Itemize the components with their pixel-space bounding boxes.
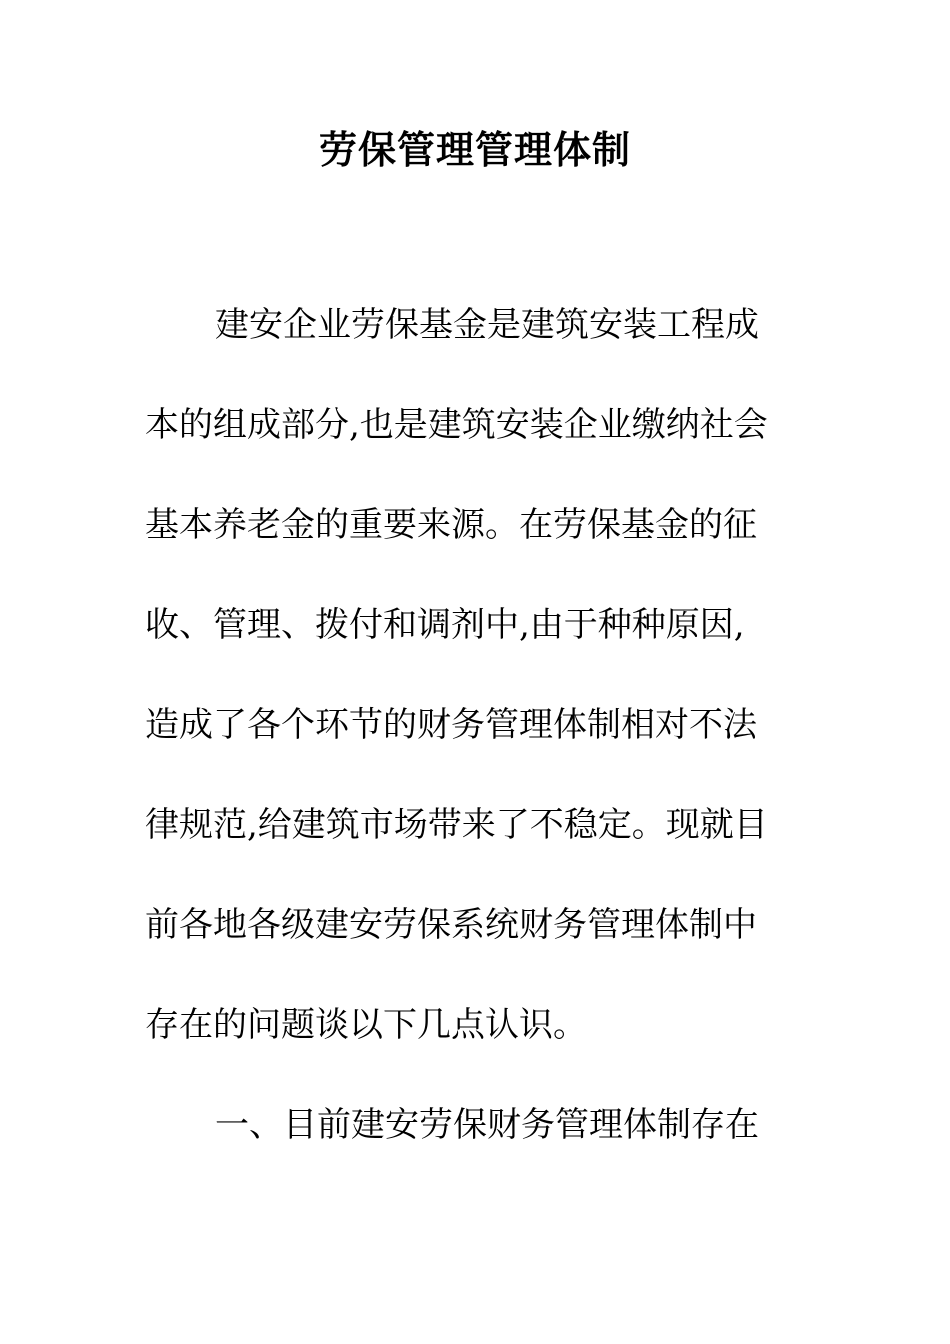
- paragraph-line: 存在的问题谈以下几点认识。: [145, 1005, 587, 1045]
- paragraph-line: 律规范,给建筑市场带来了不稳定。现就目: [145, 805, 768, 845]
- paragraph-line: 本的组成部分,也是建筑安装企业缴纳社会: [145, 405, 768, 445]
- paragraph-line: 前各地各级建安劳保系统财务管理体制中: [145, 905, 757, 945]
- paragraph-line: 造成了各个环节的财务管理体制相对不法: [145, 705, 757, 745]
- document-title: 劳保管理管理体制: [318, 127, 631, 172]
- paragraph-line: 收、管理、拨付和调剂中,由于种种原因,: [145, 605, 745, 645]
- section-heading-line: 一、目前建安劳保财务管理体制存在: [215, 1105, 759, 1145]
- paragraph-line: 基本养老金的重要来源。在劳保基金的征: [145, 505, 757, 545]
- paragraph-line: 建安企业劳保基金是建筑安装工程成: [215, 305, 759, 345]
